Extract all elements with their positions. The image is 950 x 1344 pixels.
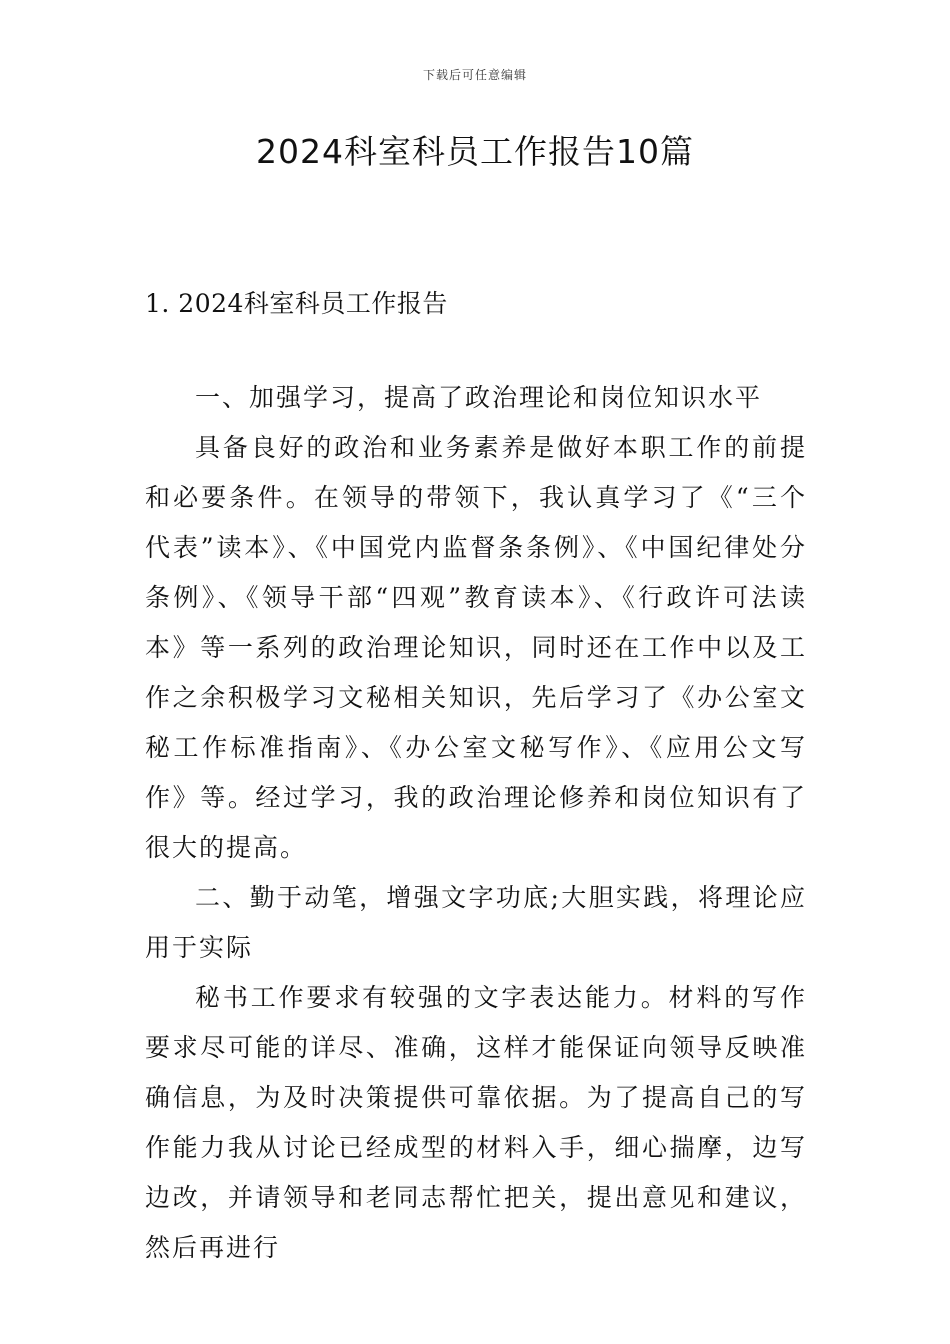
document-title: 2024科室科员工作报告10篇	[256, 132, 694, 171]
paragraph-heading-2: 二、勤于动笔，增强文字功底;大胆实践，将理论应用于实际	[145, 883, 807, 962]
header-note: 下载后可任意编辑	[422, 68, 527, 82]
paragraph-1: 具备良好的政治和业务素养是做好本职工作的前提和必要条件。在领导的带领下，我认真学习了《“三个代表”读本》、《中国党内监督条条例》、《中国纪律处分条例》、《领导干部“四观”教育读本》、《行政许可法读本》等一系列的政治理论知识，同时还在工作中以及工作之余积极学习文秘相关知识，先后学习了《办公室文秘工作标准指南》、《办公室文秘写作》、《应用公文写作》等。经过学习，我的政治理论修养和岗位知识有了很大的提高。	[145, 433, 807, 862]
document-body	[145, 373, 807, 1273]
paragraph-heading-1: 一、加强学习，提高了政治理论和岗位知识水平	[195, 383, 763, 412]
section-heading: 1. 2024科室科员工作报告	[145, 289, 448, 318]
paragraph-2: 秘书工作要求有较强的文字表达能力。材料的写作要求尽可能的详尽、准确，这样才能保证向领导反映准确信息，为及时决策提供可靠依据。为了提高自己的写作能力我从讨论已经成型的材料入手，细心揣摩，边写边改，并请领导和老同志帮忙把关，提出意见和建议，然后再进行	[145, 983, 807, 1262]
